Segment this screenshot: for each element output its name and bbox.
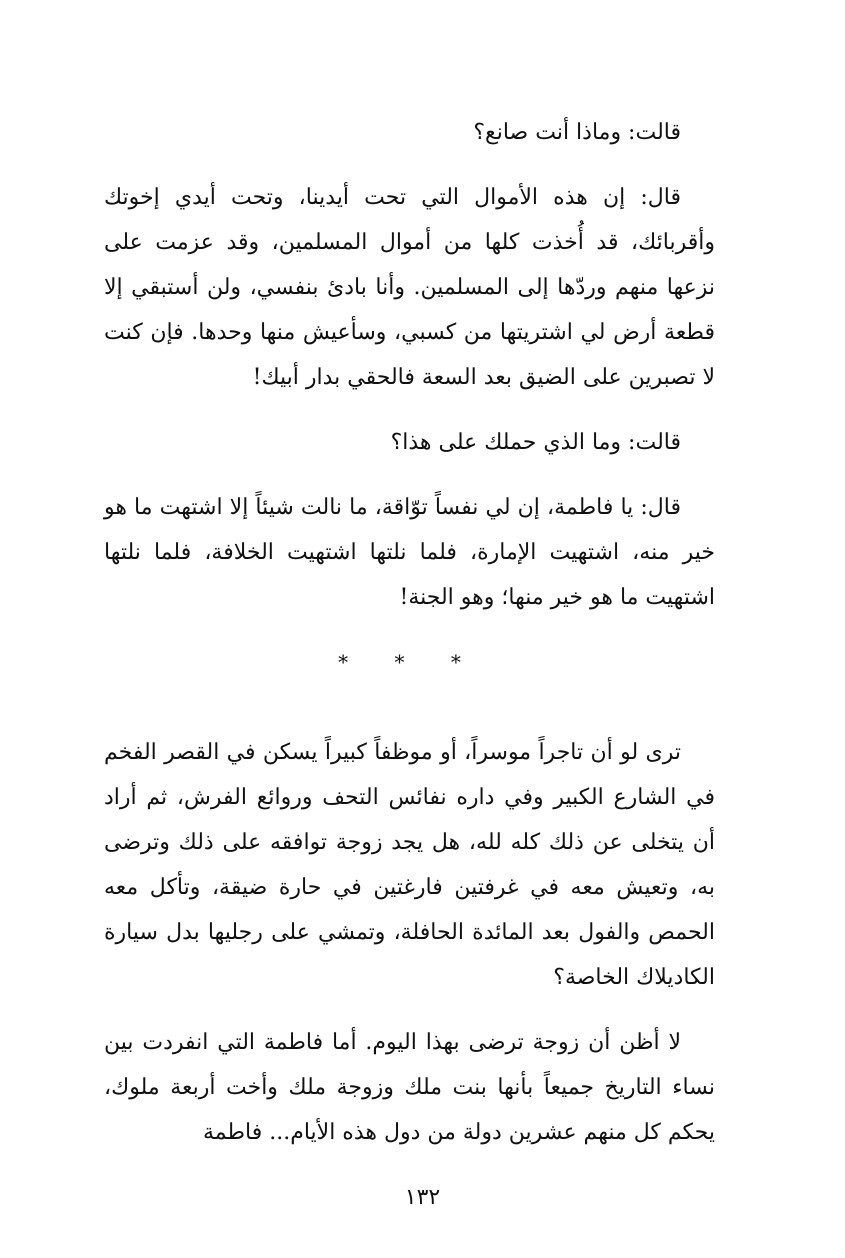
paragraph-6: لا أظن أن زوجة ترضى بهذا اليوم. أما فاطمة التي انفردت بين نساء التاريخ جميعاً بأنها بنت ملك وزوجة ملك وأخت أربعة ملوك، يحكم كل منهم عشرين دولة من دول هذه الأيام... فاطمة — [104, 1030, 715, 1145]
paragraph-1: قالت: وماذا أنت صانع؟ — [473, 120, 681, 145]
paragraph-3: قالت: وما الذي حملك على هذا؟ — [390, 430, 681, 455]
paragraph-2: قال: إن هذه الأموال التي تحت أيدينا، وتحت أيدي إخوتك وأقربائك، قد أُخذت كلها من أموال المسلمين، وقد عزمت على نزعها منهم وردّها إلى المسلمين. وأنا بادئ بنفسي، ولن أستبقي إلا قطعة أرض لي اشتريتها من كسبي، وسأعيش منها وحدها. فإن كنت لا تصبرين على الضيق بعد السعة فالحقي بدار أبيك! — [104, 185, 715, 390]
page-number: ١٣٢ — [404, 1185, 441, 1210]
section-separator: * * * — [338, 650, 481, 674]
paragraph-4: قال: يا فاطمة، إن لي نفساً توّاقة، ما نالت شيئاً إلا اشتهت ما هو خير منه، اشتهيت الإمارة، فلما نلتها اشتهيت الخلافة، فلما نلتها اشتهيت ما هو خير منها؛ وهو الجنة! — [104, 495, 715, 610]
paragraph-5: ترى لو أن تاجراً موسراً، أو موظفاً كبيراً يسكن في القصر الفخم في الشارع الكبير وفي داره نفائس التحف وروائع الفرش، ثم أراد أن يتخلى عن ذلك كله لله، هل يجد زوجة توافقه على ذلك وترضى به، وتعيش معه في غرفتين فارغتين في حارة ضيقة، وتأكل معه الحمص والفول بعد المائدة الحافلة، وتمشي على رجليها بدل سيارة الكاديلاك الخاصة؟ — [104, 740, 715, 990]
page-body — [104, 110, 715, 1155]
